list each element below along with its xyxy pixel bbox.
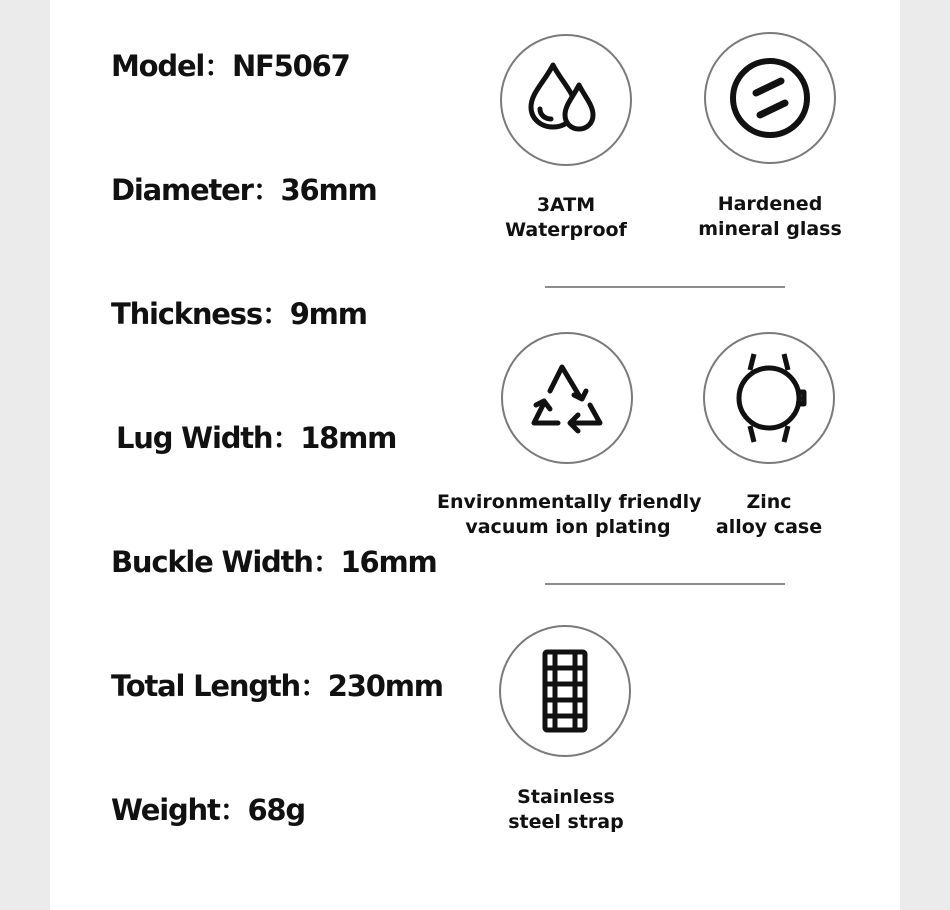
caption-line: Waterproof	[505, 219, 627, 241]
spec-separator: ：	[299, 669, 328, 703]
spec-separator: ：	[272, 421, 301, 455]
feature-ion-plating-caption	[437, 490, 702, 540]
section-divider	[545, 583, 785, 585]
feature-ion-plating-badge	[501, 332, 633, 464]
spec-model	[111, 48, 350, 84]
caption-line: 3ATM	[536, 194, 596, 216]
caption-line: alloy case	[715, 516, 823, 538]
spec-separator: ：	[261, 297, 290, 331]
caption-line: steel strap	[508, 811, 624, 833]
feature-mineral-glass-caption	[690, 192, 850, 242]
spec-buckle-width	[111, 544, 437, 580]
spec-value: 36mm	[280, 173, 377, 207]
spec-label: Lug Width	[116, 421, 273, 455]
section-divider	[545, 286, 785, 288]
spec-label: Model	[111, 49, 205, 83]
watch-case-icon	[724, 348, 814, 448]
spec-weight	[111, 792, 305, 828]
spec-label: Diameter	[111, 173, 253, 207]
caption-line: Zinc	[746, 491, 792, 513]
spec-thickness	[111, 296, 367, 332]
feature-steel-strap-caption	[486, 785, 646, 835]
feature-waterproof-caption	[486, 193, 646, 243]
spec-value: 9mm	[289, 297, 367, 331]
water-drops-icon	[523, 57, 609, 143]
steel-strap-icon	[535, 646, 595, 736]
feature-mineral-glass-badge	[704, 32, 836, 164]
recycle-icon	[522, 353, 612, 443]
spec-separator: ：	[219, 793, 248, 827]
spec-diameter	[111, 172, 377, 208]
spec-separator: ：	[312, 545, 341, 579]
spec-value: 68g	[247, 793, 305, 827]
feature-zinc-case-badge	[703, 332, 835, 464]
spec-label: Total Length	[111, 669, 300, 703]
spec-value: 18mm	[300, 421, 397, 455]
spec-label: Buckle Width	[111, 545, 313, 579]
mineral-glass-icon	[727, 55, 813, 141]
feature-steel-strap-badge	[499, 625, 631, 757]
spec-value: 16mm	[340, 545, 437, 579]
caption-line: Stainless	[517, 786, 615, 808]
spec-label: Thickness	[111, 297, 262, 331]
feature-waterproof-badge	[500, 34, 632, 166]
caption-line: Hardened	[717, 193, 823, 215]
spec-label: Weight	[111, 793, 220, 827]
spec-lug-width	[116, 420, 396, 456]
caption-line: mineral glass	[698, 218, 842, 240]
feature-zinc-case-caption	[690, 490, 848, 540]
spec-separator: ：	[204, 49, 232, 83]
spec-value: 230mm	[327, 669, 443, 703]
caption-line: Environmentally friendly	[437, 491, 702, 513]
caption-line: vacuum ion plating	[465, 516, 671, 538]
spec-total-length	[111, 668, 443, 704]
spec-value: NF5067	[231, 49, 350, 83]
spec-separator: ：	[252, 173, 281, 207]
